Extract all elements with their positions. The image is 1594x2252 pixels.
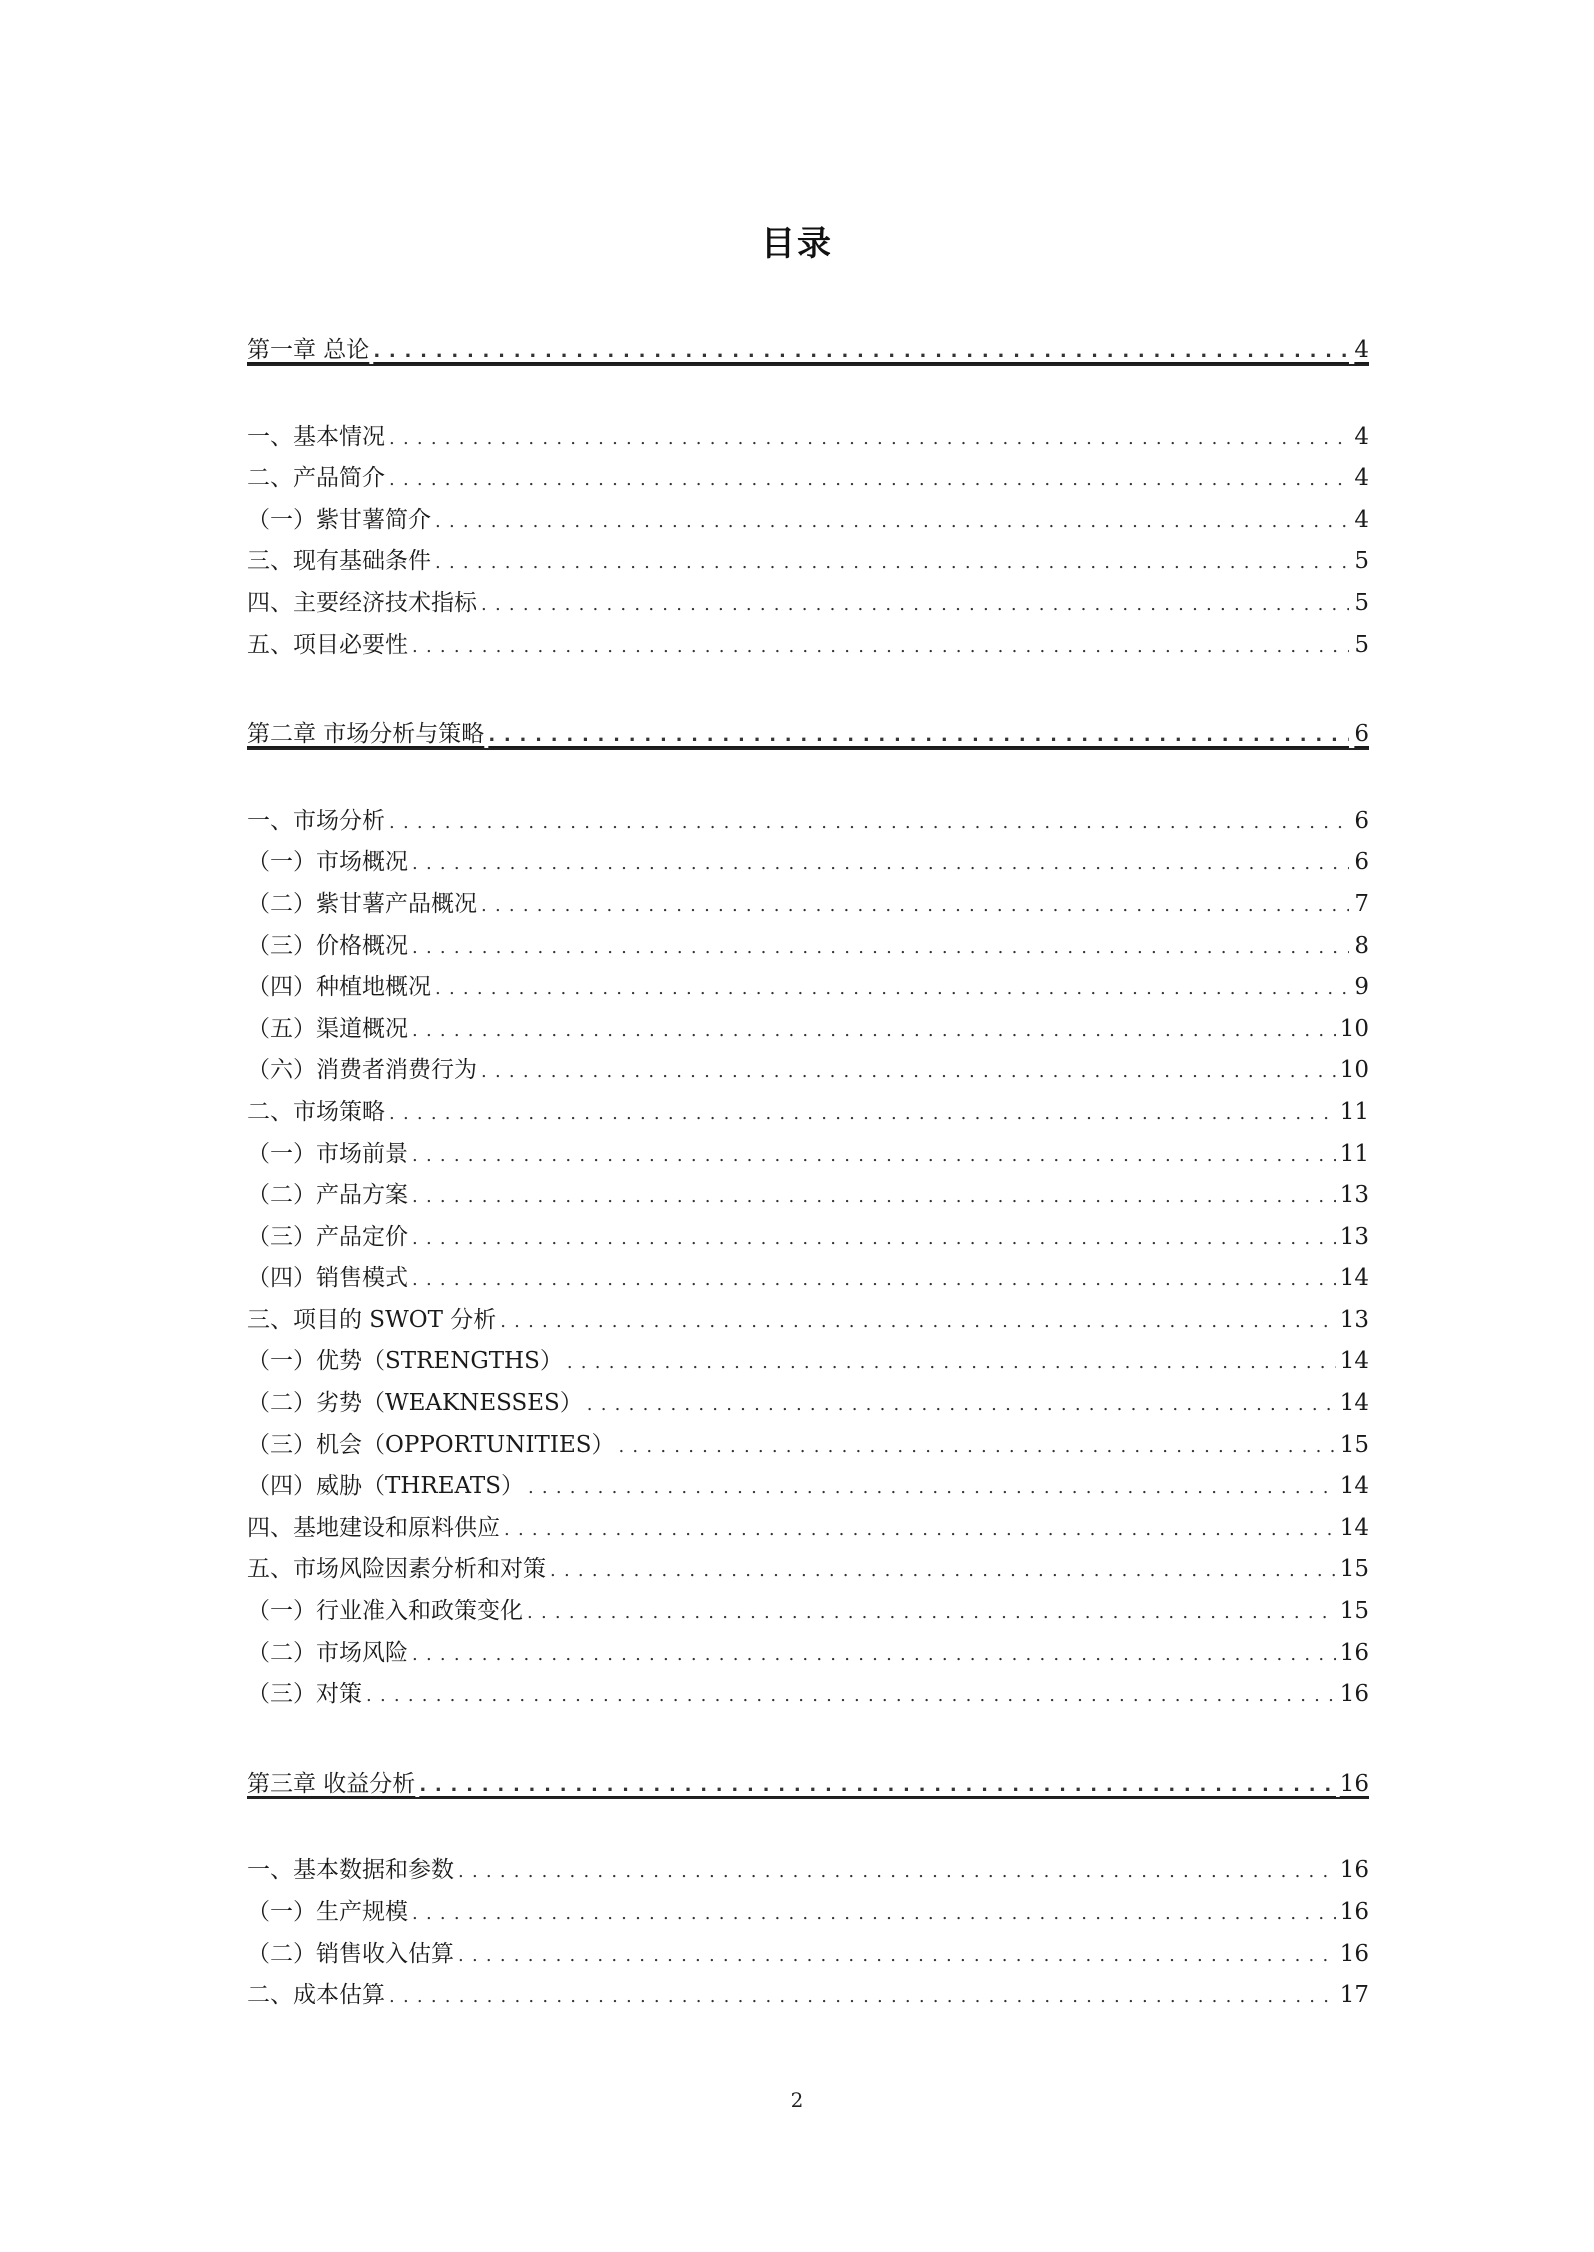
toc-entry-label: （五）渠道概况 [247,1015,408,1042]
toc-entry-page: 17 [1339,1982,1369,2009]
toc-entry-page: 9 [1354,974,1369,1001]
toc-entry-row[interactable] [247,541,1369,583]
toc-entry-page: 11 [1339,1098,1369,1125]
toc-leader-dots [458,1851,1336,1893]
toc-leader-dots [458,1935,1336,1977]
toc-leader-dots [412,1010,1336,1052]
toc-chapter-row[interactable] [247,330,1369,372]
toc-entry-row[interactable] [247,1975,1369,2017]
toc-leader-dots [389,418,1349,460]
toc-entry-label: （四）威胁（THREATS） [247,1473,524,1500]
toc-chapter-row[interactable] [247,714,1369,756]
toc-entry-row[interactable] [247,1300,1369,1342]
toc-entry-page: 10 [1339,1057,1369,1084]
toc-leader-dots [412,1259,1336,1301]
toc-entry-page: 14 [1339,1265,1369,1292]
toc-entry-page: 14 [1339,1390,1369,1417]
toc-leader-dots [412,626,1349,668]
toc-leader-dots [587,1384,1336,1426]
toc-entry-label: 三、现有基础条件 [247,548,431,575]
toc-entry-row[interactable] [247,926,1369,968]
toc-entry-row[interactable] [247,1092,1369,1134]
toc-leader-dots [500,1301,1336,1343]
toc-entry-row[interactable] [247,884,1369,926]
chapter-gap [247,666,1369,714]
chapter-heading-gap [247,372,1369,417]
toc-chapter-page: 4 [1354,337,1369,363]
toc-entry-label: 一、基本情况 [247,423,385,450]
toc-entry-page: 4 [1354,423,1369,450]
toc-entry-label: （四）种植地概况 [247,974,431,1001]
toc-entry-row[interactable] [247,1258,1369,1300]
toc-entry-label: （一）行业准入和政策变化 [247,1598,523,1625]
toc-entry-row[interactable] [247,1508,1369,1550]
toc-entry-page: 16 [1339,1940,1369,1967]
toc-entry-label: 一、基本数据和参数 [247,1857,454,1884]
chapter-gap [247,1716,1369,1764]
toc-entry-row[interactable] [247,1892,1369,1934]
toc-leader-dots [412,843,1349,885]
toc-leader-dots [389,802,1349,844]
toc-leader-dots [527,1592,1336,1634]
toc-entry-page: 6 [1354,849,1369,876]
toc-entry-row[interactable] [247,1934,1369,1976]
toc-entry-page: 16 [1339,1681,1369,1708]
page-title: 目录 [761,224,833,264]
chapter-heading-gap [247,756,1369,801]
toc-entry-page: 4 [1354,506,1369,533]
toc-entry-row[interactable] [247,1009,1369,1051]
toc-entry-label: （二）劣势（WEAKNESSES） [247,1390,583,1417]
toc-chapter-label: 第三章 收益分析 [247,1770,416,1797]
toc-leader-dots [504,1509,1336,1551]
toc-leader-dots [412,1634,1336,1676]
toc-entry-label: （二）紫甘薯产品概况 [247,890,477,917]
toc-leader-dots [412,1135,1336,1177]
toc-leader-dots [435,968,1349,1010]
chapter-heading-gap [247,1805,1369,1850]
toc-entry-label: （四）销售模式 [247,1265,408,1292]
toc-leader-dots [373,331,1349,373]
toc-leader-dots [389,1976,1336,2018]
toc-leader-dots [550,1550,1336,1592]
toc-entry-label: 三、项目的 SWOT 分析 [247,1306,497,1333]
toc-entry-row[interactable] [247,1134,1369,1176]
toc-leader-dots [389,459,1349,501]
toc-entry-row[interactable] [247,1341,1369,1383]
toc-entry-row[interactable] [247,1591,1369,1633]
toc-leader-dots [412,1218,1336,1260]
toc-chapter-row[interactable] [247,1764,1369,1806]
toc-leader-dots [481,885,1349,927]
toc-entry-label: （六）消费者消费行为 [247,1057,477,1084]
page-number: 2 [790,2088,804,2112]
toc-leader-dots [419,1765,1335,1807]
toc-entry-page: 13 [1339,1223,1369,1250]
toc-leader-dots [481,1051,1336,1093]
toc-entry-label: （三）价格概况 [247,932,408,959]
toc-entry-row[interactable] [247,1217,1369,1259]
table-of-contents [247,330,1369,2017]
toc-leader-dots [435,501,1349,543]
toc-entry-page: 8 [1354,932,1369,959]
toc-entry-label: （三）机会（OPPORTUNITIES） [247,1431,615,1458]
toc-entry-label: （一）紫甘薯简介 [247,506,431,533]
toc-leader-dots [366,1675,1336,1717]
toc-entry-row[interactable] [247,1674,1369,1716]
toc-entry-label: 二、市场策略 [247,1098,385,1125]
toc-entry-row[interactable] [247,1383,1369,1425]
toc-entry-row[interactable] [247,842,1369,884]
toc-entry-label: （一）市场概况 [247,849,408,876]
toc-entry-page: 13 [1339,1182,1369,1209]
toc-entry-row[interactable] [247,417,1369,459]
toc-entry-label: 一、市场分析 [247,807,385,834]
toc-chapter-label: 第二章 市场分析与策略 [247,721,485,748]
toc-leader-dots [481,584,1349,626]
toc-leader-dots [567,1342,1336,1384]
toc-leader-dots [435,542,1349,584]
toc-leader-dots [488,715,1349,757]
toc-entry-page: 5 [1354,548,1369,575]
toc-entry-label: （一）生产规模 [247,1899,408,1925]
toc-leader-dots [528,1467,1336,1509]
toc-chapter-page: 6 [1354,721,1369,748]
toc-entry-page: 16 [1339,1857,1369,1884]
toc-entry-page: 5 [1354,631,1369,658]
toc-entry-label: （二）产品方案 [247,1182,408,1209]
toc-entry-label: 五、市场风险因素分析和对策 [247,1556,546,1583]
toc-entry-page: 15 [1339,1431,1369,1458]
toc-entry-label: （三）产品定价 [247,1223,408,1250]
toc-entry-label: 二、成本估算 [247,1982,385,2009]
toc-entry-page: 10 [1339,1015,1369,1042]
toc-entry-page: 7 [1354,890,1369,917]
toc-chapter-page: 16 [1339,1770,1369,1797]
toc-entry-label: 二、产品简介 [247,465,385,492]
toc-entry-page: 16 [1339,1639,1369,1666]
toc-entry-page: 14 [1339,1348,1369,1375]
toc-entry-page: 15 [1339,1598,1369,1625]
toc-entry-page: 16 [1339,1899,1369,1925]
toc-entry-label: （一）市场前景 [247,1140,408,1167]
toc-entry-label: （二）销售收入估算 [247,1940,454,1967]
toc-chapter-label: 第一章 总论 [247,337,370,363]
toc-entry-row[interactable] [247,1175,1369,1217]
toc-entry-page: 13 [1339,1306,1369,1333]
toc-entry-row[interactable] [247,1549,1369,1591]
toc-leader-dots [412,1176,1336,1218]
toc-entry-page: 15 [1339,1556,1369,1583]
toc-entry-label: （三）对策 [247,1681,362,1708]
toc-entry-row[interactable] [247,1850,1369,1892]
toc-entry-label: 四、基地建设和原料供应 [247,1514,500,1541]
toc-entry-page: 14 [1339,1514,1369,1541]
toc-leader-dots [412,1893,1336,1935]
toc-entry-row[interactable] [247,1050,1369,1092]
toc-entry-row[interactable] [247,625,1369,667]
toc-leader-dots [412,927,1349,969]
toc-entry-row[interactable] [247,967,1369,1009]
toc-entry-label: 四、主要经济技术指标 [247,589,477,616]
toc-entry-label: （二）市场风险 [247,1639,408,1666]
toc-entry-page: 4 [1354,465,1369,492]
toc-entry-page: 14 [1339,1473,1369,1500]
toc-entry-page: 6 [1354,807,1369,834]
toc-leader-dots [618,1426,1335,1468]
toc-entry-page: 11 [1339,1140,1369,1167]
toc-entry-row[interactable] [247,500,1369,542]
toc-entry-row[interactable] [247,458,1369,500]
toc-entry-row[interactable] [247,1466,1369,1508]
toc-entry-label: 五、项目必要性 [247,631,408,658]
toc-entry-label: （一）优势（STRENGTHS） [247,1348,563,1375]
toc-entry-row[interactable] [247,1425,1369,1467]
toc-entry-page: 5 [1354,589,1369,616]
toc-entry-row[interactable] [247,1633,1369,1675]
toc-entry-row[interactable] [247,801,1369,843]
toc-leader-dots [389,1093,1336,1135]
toc-entry-row[interactable] [247,583,1369,625]
